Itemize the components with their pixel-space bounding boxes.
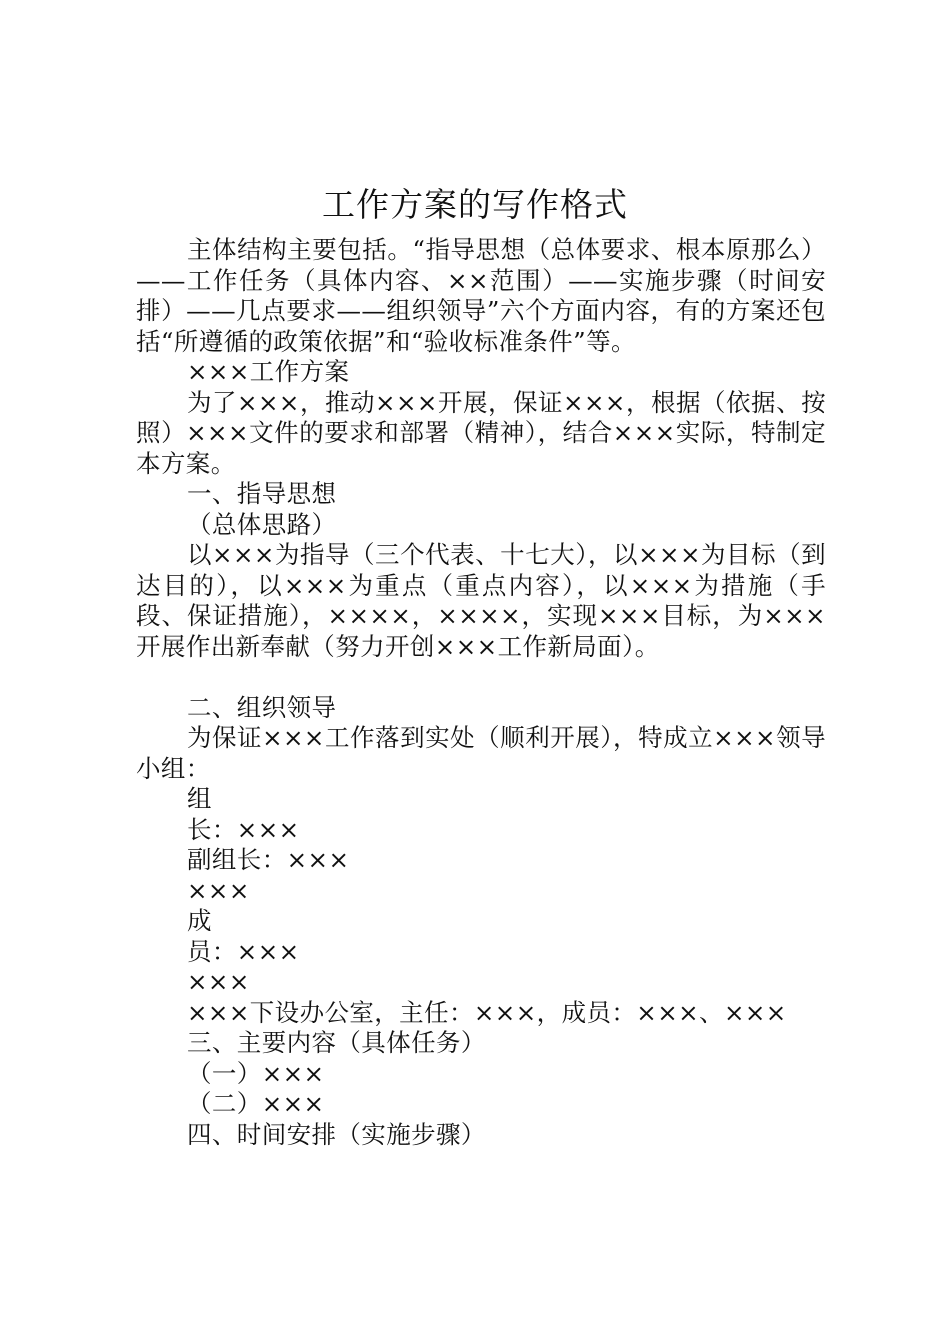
section-heading-organization: 二、组织领导 (187, 692, 337, 722)
purpose-paragraph: 为了×××，推动×××开展，保证×××，根据（依据、按照）×××文件的要求和部署（精神），结合×××实际，特制定本方案。 (136, 387, 826, 478)
list-item: 长：××× (187, 814, 300, 844)
list-item: 组 (187, 784, 212, 813)
list-item: （二）××× (187, 1089, 325, 1118)
list-item: （一）××× (187, 1058, 325, 1088)
guiding-ideology-paragraph: 以×××为指导（三个代表、十七大），以×××为目标（到达目的），以×××为重点（重点内容），以×××为措施（手段、保证措施），××××，××××，实现×××目标，为×××开展作出新奉献（努力开创×××工作新局面）。 (136, 540, 826, 661)
document-title: 工作方案的写作格式 (322, 185, 628, 224)
list-item: ××× (187, 967, 250, 996)
plan-heading: ×××工作方案 (187, 357, 350, 386)
list-item: 副组长：××× (187, 845, 350, 874)
blank-line (136, 662, 826, 693)
organization-paragraph: 为保证×××工作落到实处（顺利开展），特成立×××领导小组： (136, 723, 826, 783)
section-heading-main-content: 三、主要内容（具体任务） (187, 1028, 486, 1057)
office-paragraph: ×××下设办公室，主任：×××，成员：×××、××× (187, 997, 787, 1027)
section-subheading-overall-approach: （总体思路） (187, 509, 337, 539)
list-item: ××× (187, 875, 250, 905)
section-heading-schedule: 四、时间安排（实施步骤） (187, 1119, 486, 1149)
list-item: 员：××× (187, 936, 300, 966)
list-item: 成 (187, 906, 212, 935)
intro-paragraph: 主体结构主要包括。“指导思想（总体要求、根本原那么）——工作任务（具体内容、××范围）——实施步骤（时间安排）——几点要求——组织领导”六个方面内容，有的方案还包括“所遵循的政策依据”和“验收标准条件”等。 (136, 235, 826, 356)
section-heading-guiding-ideology: 一、指导思想 (187, 479, 337, 508)
document-body (136, 235, 826, 1150)
